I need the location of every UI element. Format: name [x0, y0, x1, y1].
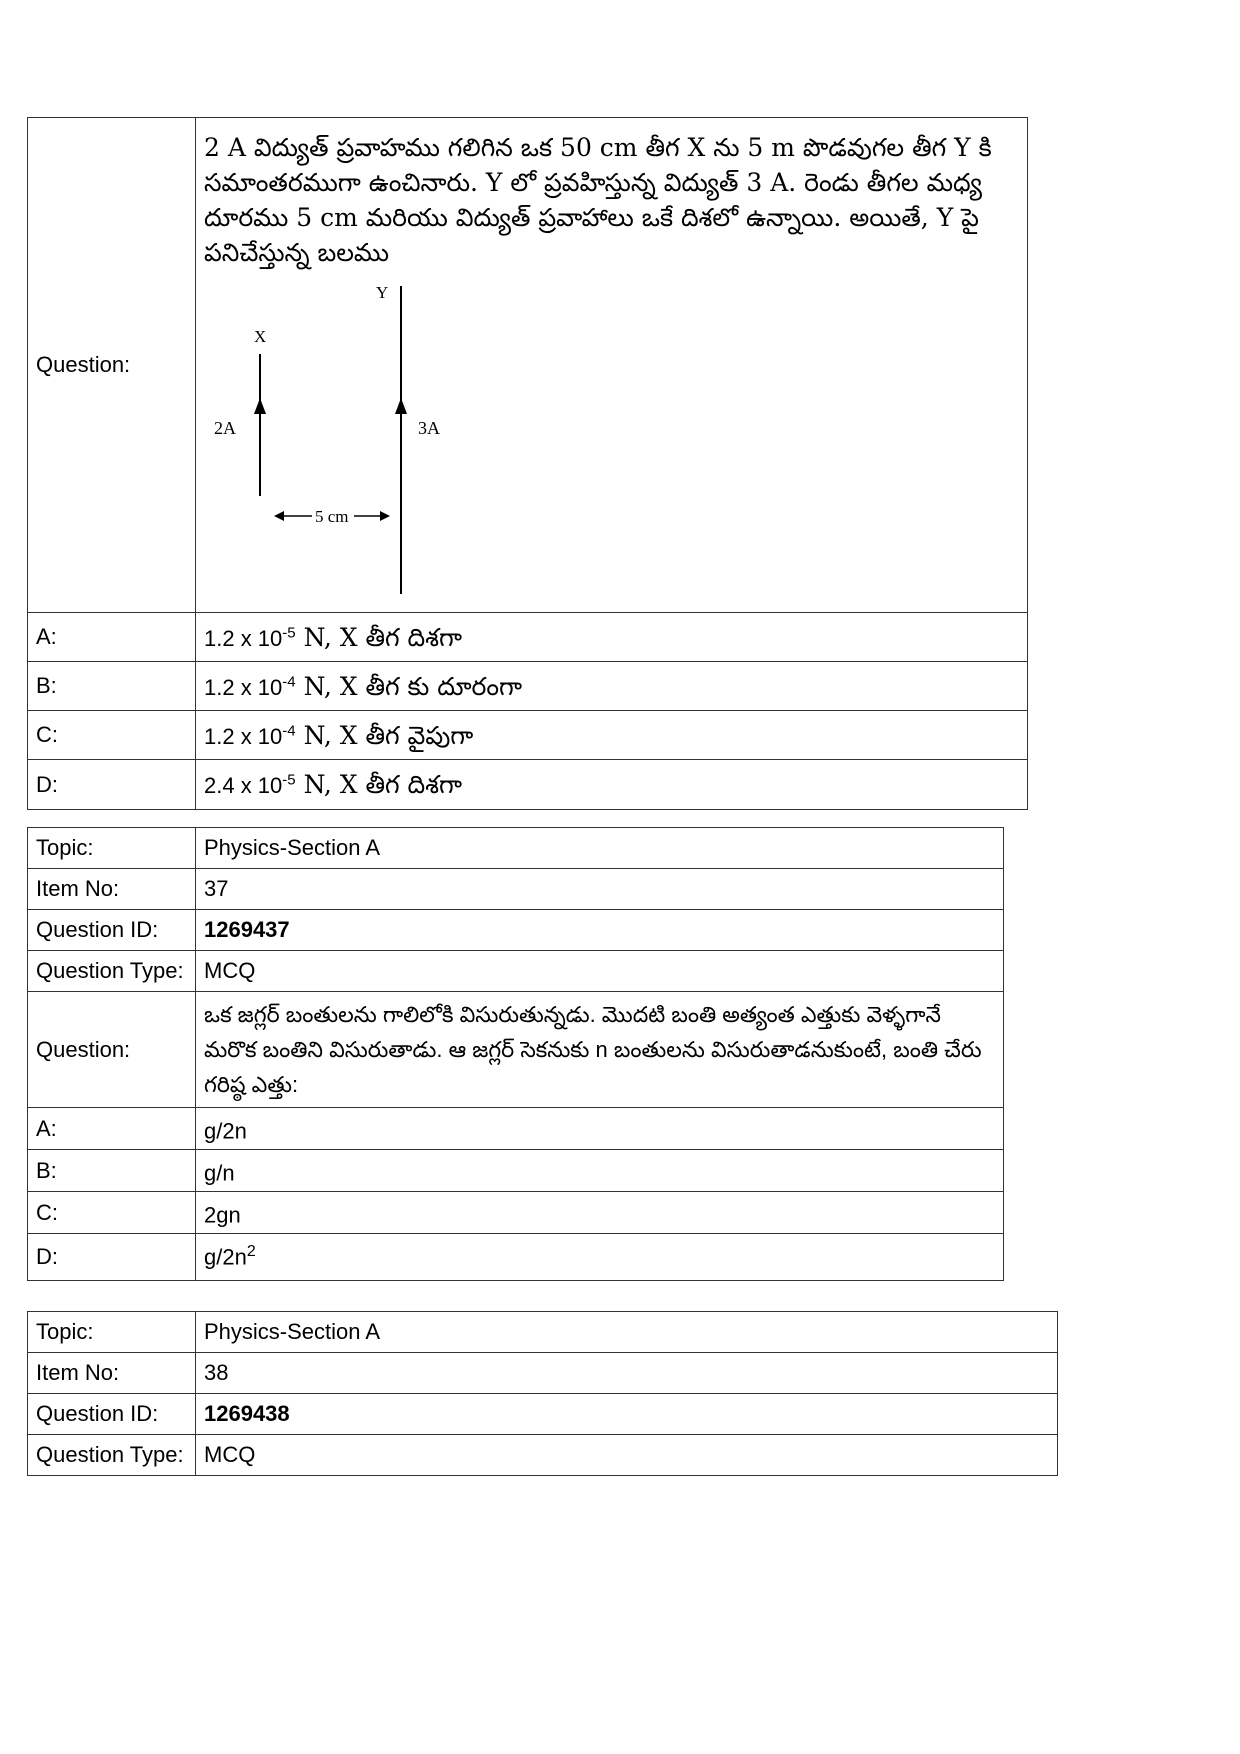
- meta-row: [28, 1353, 1058, 1394]
- option-exponent: 2: [246, 1243, 256, 1261]
- question-text: 2 A విద్యుత్ ప్రవాహము గలిగిన ఒక 50 cm తీగ X ను 5 m పొడవుగల తీగ Y కి సమాంతరముగా ఉంచినారు. Y లో ప్రవహిస్తున్న విద్యుత్ 3 A. రెండు తీగల మధ్య దూరము 5 cm మరియు విద్యుత్ ప్రవాహాలు ఒకే దిశలో ఉన్నాయి. అయితే, Y పై పనిచేస్తున్న బలము: [204, 133, 992, 267]
- option-value: 2gn: [204, 1202, 241, 1228]
- option-label: D:: [28, 760, 196, 810]
- wire-x-label: X: [254, 327, 267, 346]
- option-row: [28, 613, 1028, 662]
- current-x-label: 2A: [214, 418, 236, 438]
- option-value: 2.4 x 10: [204, 773, 283, 798]
- meta-row: [28, 869, 1004, 910]
- option-value: 1.2 x 10: [204, 674, 283, 700]
- option-text: [196, 760, 1028, 810]
- item-no-value: 38: [196, 1353, 1058, 1394]
- option-row: [28, 760, 1028, 810]
- option-text: [196, 1192, 1004, 1234]
- option-exponent: -5: [282, 624, 296, 642]
- option-label: B:: [28, 1150, 196, 1192]
- question-label: Question:: [28, 118, 196, 613]
- option-exponent: -4: [282, 722, 296, 740]
- question-id-label: Question ID:: [28, 1394, 196, 1435]
- option-row: [28, 711, 1028, 760]
- question-id-label: Question ID:: [28, 910, 196, 951]
- option-exponent: -5: [282, 771, 296, 789]
- option-text: [196, 613, 1028, 662]
- question-type-value: MCQ: [196, 951, 1004, 992]
- wire-diagram: [204, 276, 524, 606]
- meta-row: [28, 1312, 1058, 1353]
- meta-row: [28, 910, 1004, 951]
- option-label: C:: [28, 1192, 196, 1234]
- option-text: [196, 662, 1028, 711]
- question-label: Question:: [28, 992, 196, 1108]
- topic-value: Physics-Section A: [196, 1312, 1058, 1353]
- question-table-2: [27, 827, 1004, 1281]
- current-y-label: 3A: [418, 418, 440, 438]
- option-text: [196, 1150, 1004, 1192]
- question-id-value: 1269437: [204, 917, 290, 942]
- arrow-up-icon: [254, 398, 266, 414]
- question-type-label: Question Type:: [28, 1435, 196, 1476]
- item-no-value: 37: [196, 869, 1004, 910]
- question-type-value: MCQ: [196, 1435, 1058, 1476]
- option-text: [196, 711, 1028, 760]
- question-text: ఒక జగ్లర్ బంతులను గాలిలోకి విసురుతున్నడు. మొదటి బంతి అత్యంత ఎత్తుకు వెళ్ళగానే మరొక బంతిని విసురుతాడు. ఆ జగ్లర్ సెకనుకు n బంతులను విసురుతాడనుకుంటే, బంతి చేరు గరిష్ఠ ఎత్తు:: [196, 992, 1004, 1108]
- separation-label: 5 cm: [315, 507, 349, 526]
- option-label: C:: [28, 711, 196, 760]
- question-row: [28, 992, 1004, 1108]
- meta-row: [28, 1435, 1058, 1476]
- option-row: [28, 1150, 1004, 1192]
- topic-label: Topic:: [28, 828, 196, 869]
- question-id-cell: [196, 1394, 1058, 1435]
- question-table-1: [27, 117, 1028, 810]
- option-row: [28, 1234, 1004, 1281]
- option-value: 1.2 x 10: [204, 723, 283, 749]
- wire-y-label: Y: [376, 283, 389, 302]
- option-suffix: N, X తీగ దిశగా: [295, 622, 462, 652]
- option-row: [28, 1192, 1004, 1234]
- option-exponent: -4: [282, 673, 296, 691]
- option-text: [196, 1234, 1004, 1281]
- topic-label: Topic:: [28, 1312, 196, 1353]
- arrow-up-icon: [395, 398, 407, 414]
- question-table-3: [27, 1311, 1058, 1476]
- question-id-value: 1269438: [204, 1401, 290, 1426]
- option-text: [196, 1108, 1004, 1150]
- option-label: A:: [28, 1108, 196, 1150]
- option-label: A:: [28, 613, 196, 662]
- option-value: 1.2 x 10: [204, 625, 283, 651]
- question-cell: [196, 118, 1028, 613]
- option-suffix: N, X తీగ వైపుగా: [295, 720, 474, 750]
- option-value: g/n: [204, 1160, 235, 1186]
- question-id-cell: [196, 910, 1004, 951]
- option-suffix: N, X తీగ దిశగా: [295, 770, 462, 799]
- option-row: [28, 1108, 1004, 1150]
- option-suffix: N, X తీగ కు దూరంగా: [295, 671, 523, 701]
- question-type-label: Question Type:: [28, 951, 196, 992]
- meta-row: [28, 828, 1004, 869]
- item-no-label: Item No:: [28, 1353, 196, 1394]
- meta-row: [28, 951, 1004, 992]
- option-label: B:: [28, 662, 196, 711]
- option-value: g/2n: [204, 1118, 247, 1144]
- option-row: [28, 662, 1028, 711]
- option-label: D:: [28, 1234, 196, 1281]
- question-row: [28, 118, 1028, 613]
- arrow-left-icon: [274, 511, 284, 521]
- arrow-right-icon: [380, 511, 390, 521]
- meta-row: [28, 1394, 1058, 1435]
- topic-value: Physics-Section A: [196, 828, 1004, 869]
- item-no-label: Item No:: [28, 869, 196, 910]
- option-value: g/2n: [204, 1244, 247, 1270]
